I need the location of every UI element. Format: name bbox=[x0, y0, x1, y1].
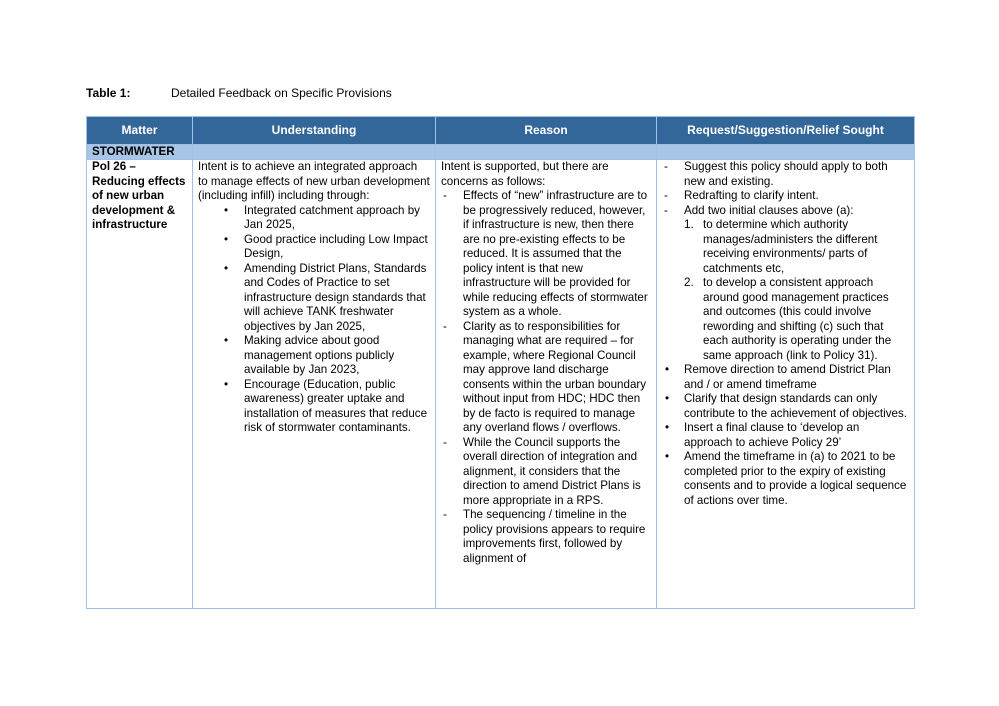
request-cell bbox=[657, 160, 915, 609]
list-item: • Integrated catchment approach by Jan 2025, bbox=[198, 204, 430, 233]
header-matter: Matter bbox=[87, 117, 193, 145]
understanding-intro: Intent is to achieve an integrated approach to manage effects of new urban development (including infill) including through: bbox=[198, 160, 430, 202]
understanding-list bbox=[198, 204, 430, 436]
list-item: - Redrafting to clarify intent. bbox=[662, 189, 909, 204]
reason-cell bbox=[436, 160, 657, 609]
item-number: 2. bbox=[684, 276, 694, 289]
list-item bbox=[662, 218, 909, 276]
matter-text: Pol 26 – Reducing effects of new urban development & infrastructure bbox=[92, 160, 186, 231]
feedback-table bbox=[86, 116, 915, 609]
header-understanding: Understanding bbox=[193, 117, 436, 145]
list-item: • Making advice about good management options publicly available by Jan 2023, bbox=[198, 334, 430, 378]
list-item: • Clarify that design standards can only contribute to the achievement of objectives. bbox=[662, 392, 909, 421]
reason-intro: Intent is supported, but there are concerns as follows: bbox=[441, 160, 609, 188]
section-row bbox=[87, 145, 915, 160]
list-item: • Good practice including Low Impact Design, bbox=[198, 233, 430, 262]
list-item bbox=[662, 276, 909, 363]
header-row bbox=[87, 117, 915, 145]
list-item: • Encourage (Education, public awareness) greater uptake and installation of measures that reduce risk of stormwater contaminants. bbox=[198, 378, 430, 436]
list-item: - The sequencing / timeline in the policy provisions appears to require improvements first, followed by alignment of bbox=[441, 508, 651, 566]
reason-list bbox=[441, 189, 651, 566]
item-number: 1. bbox=[684, 218, 694, 231]
item-text: to develop a consistent approach around good management practices and outcomes (this could involve rewording and shifting (c) such that each authority is operating under the same approach (link to Policy 31). bbox=[703, 276, 892, 362]
list-item: - Effects of “new” infrastructure are to be progressively reduced, however, if infrastructure is new, then there are no pre-existing effects to be reduced. It is assumed that the policy intent is that new infrastructure will be provided for while reducing effects of stormwater system as a whole. bbox=[441, 189, 651, 320]
request-dash-list bbox=[662, 160, 909, 218]
list-item: - Suggest this policy should apply to both new and existing. bbox=[662, 160, 909, 189]
list-item: • Amend the timeframe in (a) to 2021 to be completed prior to the expiry of existing consents and to provide a logical sequence of actions over time. bbox=[662, 450, 909, 508]
understanding-cell bbox=[193, 160, 436, 609]
list-item: • Remove direction to amend District Plan and / or amend timeframe bbox=[662, 363, 909, 392]
table-caption bbox=[86, 86, 392, 100]
list-item: - While the Council supports the overall direction of integration and alignment, it considers that the direction to amend District Plans is more appropriate in a RPS. bbox=[441, 436, 651, 509]
table-row bbox=[87, 160, 915, 609]
caption-title: Detailed Feedback on Specific Provisions bbox=[171, 86, 392, 100]
matter-cell bbox=[87, 160, 193, 609]
list-item: - Clarity as to responsibilities for managing what are required – for example, where Regional Council may approve land discharge consents within the urban boundary without input from HDC; HDC then by de facto is required to manage any overland flows / overflows. bbox=[441, 320, 651, 436]
section-label: STORMWATER bbox=[87, 145, 193, 160]
item-text: to determine which authority manages/administers the different receiving environments/ parts of catchments etc, bbox=[703, 218, 878, 275]
caption-label: Table 1: bbox=[86, 86, 131, 100]
request-bullet-list bbox=[662, 363, 909, 508]
request-numbered-list bbox=[662, 218, 909, 363]
list-item: • Insert a final clause to ‘develop an approach to achieve Policy 29’ bbox=[662, 421, 909, 450]
list-item: - Add two initial clauses above (a): bbox=[662, 204, 909, 219]
header-reason: Reason bbox=[436, 117, 657, 145]
list-item: • Amending District Plans, Standards and Codes of Practice to set infrastructure design standards that will achieve TANK freshwater objectives by Jan 2025, bbox=[198, 262, 430, 335]
header-request: Request/Suggestion/Relief Sought bbox=[657, 117, 915, 145]
